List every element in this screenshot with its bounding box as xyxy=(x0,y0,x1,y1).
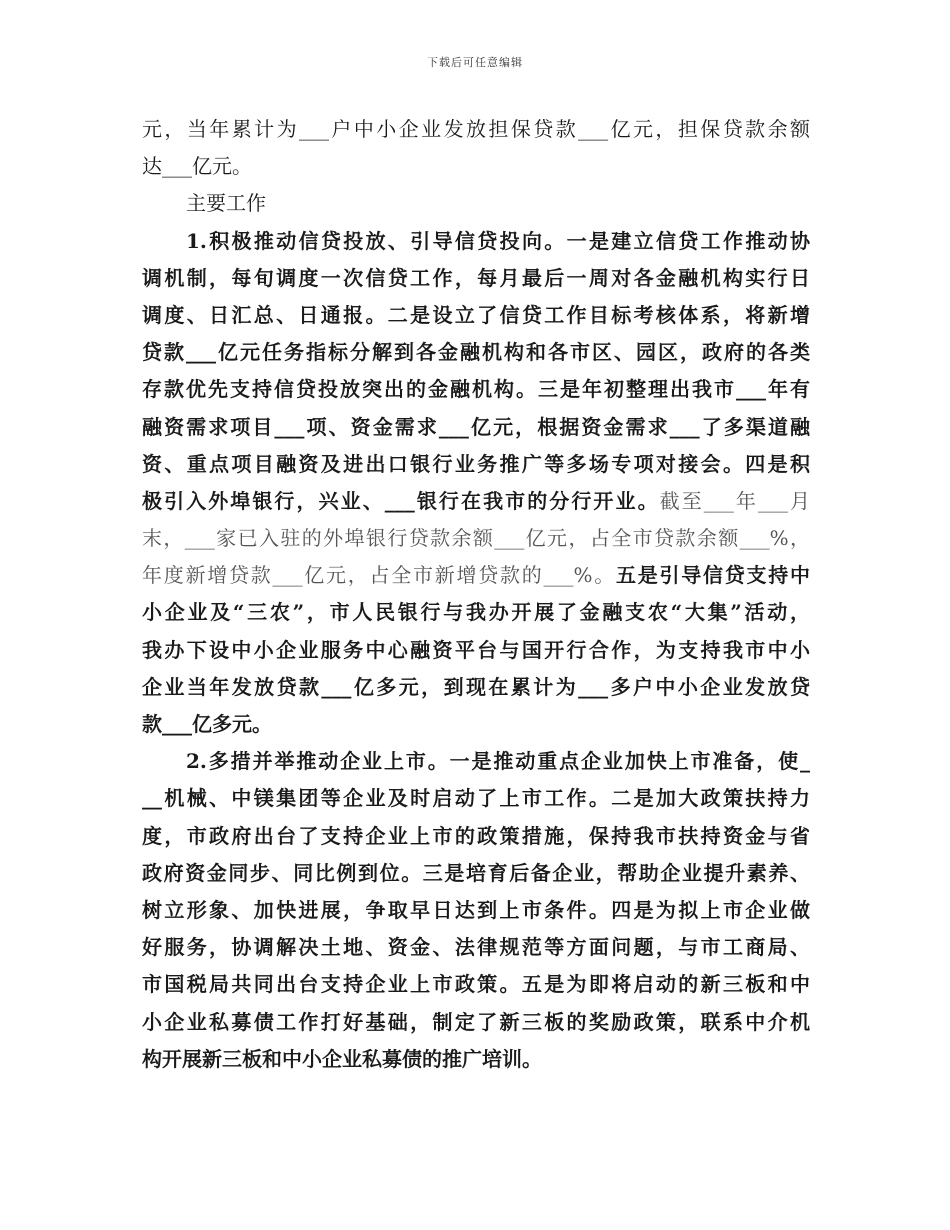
text-line: 1.积极推动信贷投放、引导信贷投向。一是建立信贷工作推动协 xyxy=(186,228,810,253)
text-line: 元，当年累计为___户中小企业发放担保贷款___亿元，担保贷款余额 xyxy=(142,117,810,141)
text-line: 市国税局共同出台支持企业上市政策。五是为即将启动的新三板和中 xyxy=(142,972,810,997)
text-line: 调度、日汇总、日通报。二是设立了信贷工作目标考核体系，将新增 xyxy=(142,302,810,327)
text-line: 度，市政府出台了支持企业上市的政策措施，保持我市扶持资金与省 xyxy=(142,823,810,848)
text-segment: 极引入外埠银行，兴业、___银行在我市的分行开业。 xyxy=(142,488,660,513)
text-line: 调机制，每旬调度一次信贷工作，每月最后一周对各金融机构实行日 xyxy=(142,265,810,290)
text-line: 树立形象、加快进展，争取早日达到上市条件。四是为拟上市企业做 xyxy=(142,897,810,922)
text-line: 存款优先支持信贷投放突出的金融机构。三是年初整理出我市___年有 xyxy=(142,377,810,402)
text-line: 小企业私募债工作打好基础，制定了新三板的奖励政策，联系中介机 xyxy=(142,1009,810,1034)
text-line: 款___亿多元。 xyxy=(142,712,272,736)
text-line: 资、重点项目融资及进出口银行业务推广等多场专项对接会。四是积 xyxy=(142,451,810,476)
text-segment: 截至___年___月 xyxy=(659,488,810,513)
text-line: 我办下设中小企业服务中心融资平台与国开行合作，为支持我市中小 xyxy=(142,637,810,662)
text-line xyxy=(142,557,810,594)
text-line: 好服务，协调解决土地、资金、法律规范等方面问题，与市工商局、 xyxy=(142,935,810,960)
text-line: 构开展新三板和中小企业私募债的推广培训。 xyxy=(142,1046,542,1071)
page-header: 下载后可任意编辑 xyxy=(427,56,523,69)
document-body xyxy=(142,111,810,1078)
text-line: __机械、中镁集团等企业及时启动了上市工作。二是加大政策扶持力 xyxy=(142,786,810,811)
text-line: 融资需求项目___项、资金需求___亿元，根据资金需求___了多渠道融 xyxy=(142,414,810,439)
text-segment: 五是引导信贷支持中 xyxy=(616,563,810,588)
text-line: 企业当年发放贷款___亿多元，到现在累计为___多户中小企业发放贷 xyxy=(142,674,810,699)
text-line: 贷款___亿元任务指标分解到各金融机构和各市区、园区，政府的各类 xyxy=(142,340,810,365)
text-segment: 年度新增贷款___亿元，占全市新增贷款的___%。 xyxy=(142,563,616,588)
text-line: 小企业及“三农”，市人民银行与我办开展了金融支农“大集”活动， xyxy=(142,600,810,625)
text-line: 末，___家已入驻的外埠银行贷款余额___亿元，占全市贷款余额___%， xyxy=(142,526,810,551)
text-line: 政府资金同步、同比例到位。三是培育后备企业，帮助企业提升素养、 xyxy=(142,860,810,885)
text-line: 2.多措并举推动企业上市。一是推动重点企业加快上市准备，使_ xyxy=(186,749,810,774)
text-line: 达___亿元。 xyxy=(142,154,252,179)
text-line xyxy=(142,483,810,520)
text-line: 主要工作 xyxy=(186,191,266,216)
